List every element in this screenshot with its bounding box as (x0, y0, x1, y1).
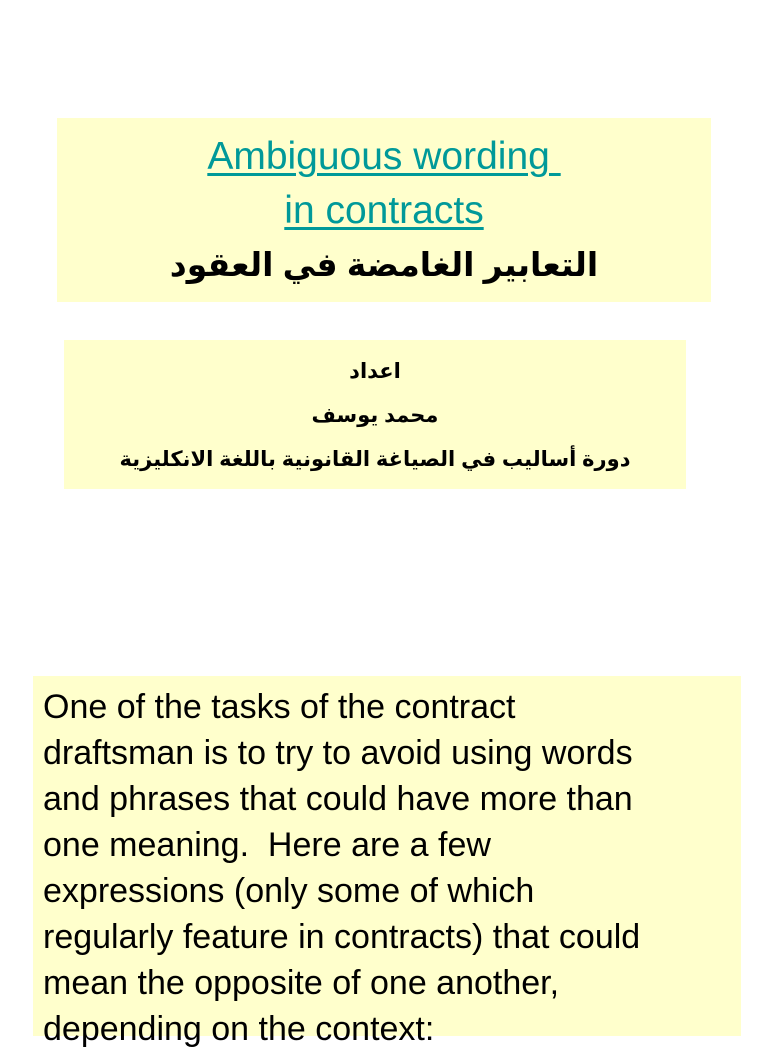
english-title-line-1: Ambiguous wording (207, 135, 561, 178)
prepared-by-label: اعداد (349, 360, 401, 383)
author-box (64, 340, 686, 489)
english-title-line-2: in contracts (284, 189, 484, 232)
arabic-title: التعابير الغامضة في العقود (169, 246, 599, 283)
body-text-box (33, 676, 741, 1048)
title-box (57, 118, 711, 302)
course-name: دورة أساليب في الصياغة القانونية باللغة الانكليزية (119, 448, 631, 471)
body-paragraph: One of the tasks of the contract draftsman is to try to avoid using words and phrases that could have more than one meaning. Here are a few expressions (only some of which regularly feature in contracts) that could mean the opposite of one another, depending on the context: (43, 688, 641, 1048)
author-name: محمد يوسف (311, 404, 439, 427)
